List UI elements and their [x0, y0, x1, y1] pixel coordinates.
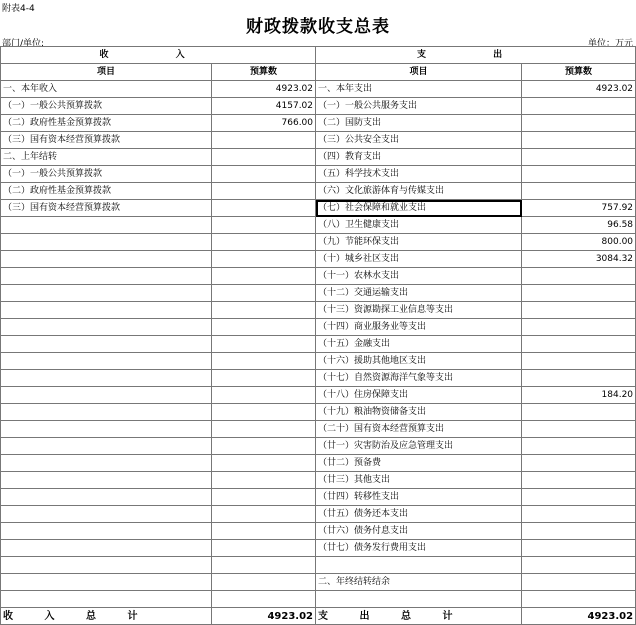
expense-item-cell: （廿七）债务发行费用支出	[316, 540, 522, 557]
expense-item-cell	[316, 557, 522, 574]
income-item-cell	[1, 523, 212, 540]
income-item-cell	[1, 421, 212, 438]
income-item-cell: 二、上年结转	[1, 149, 212, 166]
expense-total-label: 支 出 总 计	[316, 608, 522, 625]
expense-item-cell: （廿五）债务还本支出	[316, 506, 522, 523]
income-value-cell	[212, 285, 316, 302]
expense-item-cell: （四）教育支出	[316, 149, 522, 166]
income-value-cell	[212, 591, 316, 608]
expense-value-cell	[522, 591, 636, 608]
expense-item-cell: （廿一）灾害防治及应急管理支出	[316, 438, 522, 455]
income-item-cell	[1, 217, 212, 234]
income-value-cell	[212, 421, 316, 438]
income-value-cell	[212, 387, 316, 404]
income-item-cell	[1, 574, 212, 591]
expense-value-cell	[522, 489, 636, 506]
income-value-cell: 4157.02	[212, 98, 316, 115]
expense-total-value: 4923.02	[522, 608, 636, 625]
expense-value-cell	[522, 472, 636, 489]
income-item-cell	[1, 353, 212, 370]
table-row	[1, 217, 636, 234]
table-row	[1, 506, 636, 523]
table-row	[1, 268, 636, 285]
income-value-cell: 4923.02	[212, 81, 316, 98]
income-value-cell	[212, 540, 316, 557]
expense-value-cell	[522, 302, 636, 319]
expense-item-cell: （十四）商业服务业等支出	[316, 319, 522, 336]
expense-item-cell: （廿三）其他支出	[316, 472, 522, 489]
table-body	[1, 47, 636, 625]
expense-item-cell: （十八）住房保障支出	[316, 387, 522, 404]
income-value-cell	[212, 132, 316, 149]
income-value-cell	[212, 489, 316, 506]
income-item-cell	[1, 489, 212, 506]
income-item-cell	[1, 557, 212, 574]
income-item-cell	[1, 387, 212, 404]
table-row	[1, 234, 636, 251]
income-value-cell	[212, 557, 316, 574]
expense-item-cell: 一、本年支出	[316, 81, 522, 98]
income-value-cell	[212, 472, 316, 489]
expense-value-cell	[522, 353, 636, 370]
expense-item-cell: （十九）粮油物资储备支出	[316, 404, 522, 421]
income-item-cell	[1, 251, 212, 268]
income-item-header: 项目	[1, 64, 212, 81]
table-row	[1, 183, 636, 200]
expense-item-cell: （十）城乡社区支出	[316, 251, 522, 268]
income-value-cell	[212, 149, 316, 166]
income-value-cell	[212, 455, 316, 472]
income-item-cell	[1, 319, 212, 336]
income-item-cell: （三）国有资本经营预算拨款	[1, 132, 212, 149]
expense-item-cell: （十三）资源勘探工业信息等支出	[316, 302, 522, 319]
income-value-cell	[212, 166, 316, 183]
expense-header: 支 出	[316, 47, 636, 64]
table-row	[1, 336, 636, 353]
income-value-cell	[212, 217, 316, 234]
table-row	[1, 591, 636, 608]
expense-value-cell: 3084.32	[522, 251, 636, 268]
expense-value-cell: 757.92	[522, 200, 636, 217]
income-total-label: 收 入 总 计	[1, 608, 212, 625]
income-total-value: 4923.02	[212, 608, 316, 625]
expense-value-cell: 800.00	[522, 234, 636, 251]
table-row	[1, 302, 636, 319]
expense-item-header: 项目	[316, 64, 522, 81]
unit-label: 单位：万元	[587, 39, 633, 49]
expense-value-cell	[522, 455, 636, 472]
table-row	[1, 132, 636, 149]
expense-budget-header: 预算数	[522, 64, 636, 81]
income-item-cell	[1, 472, 212, 489]
income-item-cell	[1, 302, 212, 319]
table-row	[1, 166, 636, 183]
income-item-cell	[1, 540, 212, 557]
income-value-cell	[212, 234, 316, 251]
table-row	[1, 200, 636, 217]
expense-item-cell: （五）科学技术支出	[316, 166, 522, 183]
expense-value-cell	[522, 438, 636, 455]
table-row	[1, 574, 636, 591]
expense-item-cell: （廿四）转移性支出	[316, 489, 522, 506]
expense-value-cell: 96.58	[522, 217, 636, 234]
income-item-cell	[1, 455, 212, 472]
expense-value-cell	[522, 115, 636, 132]
income-item-cell: （三）国有资本经营预算拨款	[1, 200, 212, 217]
income-value-cell	[212, 404, 316, 421]
table-row	[1, 404, 636, 421]
expense-value-cell	[522, 404, 636, 421]
income-value-cell	[212, 506, 316, 523]
expense-value-cell	[522, 421, 636, 438]
income-value-cell	[212, 183, 316, 200]
income-item-cell	[1, 268, 212, 285]
income-value-cell	[212, 523, 316, 540]
expense-item-cell: 二、年终结转结余	[316, 574, 522, 591]
income-item-cell	[1, 234, 212, 251]
income-item-cell	[1, 370, 212, 387]
expense-item-cell: （廿六）债务付息支出	[316, 523, 522, 540]
department-label: 部门/单位:	[2, 39, 45, 49]
income-item-cell: （一）一般公共预算拨款	[1, 98, 212, 115]
income-item-cell	[1, 591, 212, 608]
table-row	[1, 387, 636, 404]
expense-item-cell: （十六）援助其他地区支出	[316, 353, 522, 370]
table-row	[1, 557, 636, 574]
expense-value-cell	[522, 132, 636, 149]
expense-item-cell: （十二）交通运输支出	[316, 285, 522, 302]
expense-value-cell	[522, 557, 636, 574]
income-item-cell: （一）一般公共预算拨款	[1, 166, 212, 183]
income-header: 收 入	[1, 47, 316, 64]
expense-item-cell: （八）卫生健康支出	[316, 217, 522, 234]
income-value-cell	[212, 319, 316, 336]
expense-item-cell: （二）国防支出	[316, 115, 522, 132]
table-row	[1, 489, 636, 506]
income-value-cell	[212, 353, 316, 370]
income-value-cell	[212, 438, 316, 455]
expense-value-cell	[522, 285, 636, 302]
expense-item-cell: （十一）农林水支出	[316, 268, 522, 285]
table-row	[1, 81, 636, 98]
income-value-cell	[212, 251, 316, 268]
income-item-cell	[1, 285, 212, 302]
expense-value-cell: 184.20	[522, 387, 636, 404]
income-value-cell	[212, 200, 316, 217]
expense-value-cell	[522, 98, 636, 115]
table-row	[1, 438, 636, 455]
expense-item-cell: （十七）自然资源海洋气象等支出	[316, 370, 522, 387]
table-row	[1, 421, 636, 438]
income-item-cell	[1, 506, 212, 523]
income-value-cell	[212, 574, 316, 591]
expense-item-cell: （二十）国有资本经营预算支出	[316, 421, 522, 438]
income-value-cell	[212, 370, 316, 387]
expense-value-cell	[522, 149, 636, 166]
income-item-cell	[1, 438, 212, 455]
income-value-cell: 766.00	[212, 115, 316, 132]
table-row	[1, 353, 636, 370]
expense-value-cell	[522, 523, 636, 540]
expense-item-cell: （廿二）预备费	[316, 455, 522, 472]
table-row	[1, 251, 636, 268]
expense-value-cell	[522, 370, 636, 387]
expense-item-cell: （三）公共安全支出	[316, 132, 522, 149]
table-row	[1, 455, 636, 472]
table-row	[1, 540, 636, 557]
expense-value-cell	[522, 540, 636, 557]
budget-table	[0, 46, 636, 625]
expense-item-cell: （七）社会保障和就业支出	[316, 200, 522, 217]
expense-value-cell	[522, 319, 636, 336]
table-row	[1, 523, 636, 540]
table-row	[1, 319, 636, 336]
income-value-cell	[212, 302, 316, 319]
income-item-cell: （二）政府性基金预算拨款	[1, 115, 212, 132]
page-title: 财政拨款收支总表	[246, 17, 390, 37]
table-row	[1, 370, 636, 387]
table-row	[1, 472, 636, 489]
expense-value-cell: 4923.02	[522, 81, 636, 98]
income-item-cell: 一、本年收入	[1, 81, 212, 98]
expense-item-cell: （一）一般公共服务支出	[316, 98, 522, 115]
expense-value-cell	[522, 506, 636, 523]
income-value-cell	[212, 268, 316, 285]
total-row	[1, 608, 636, 625]
income-item-cell: （二）政府性基金预算拨款	[1, 183, 212, 200]
section-header-row	[1, 47, 636, 64]
table-row	[1, 285, 636, 302]
income-value-cell	[212, 336, 316, 353]
expense-value-cell	[522, 268, 636, 285]
income-item-cell	[1, 404, 212, 421]
table-row	[1, 98, 636, 115]
expense-item-cell	[316, 591, 522, 608]
table-row	[1, 149, 636, 166]
expense-item-cell: （九）节能环保支出	[316, 234, 522, 251]
expense-value-cell	[522, 183, 636, 200]
income-item-cell	[1, 336, 212, 353]
table-row	[1, 115, 636, 132]
expense-value-cell	[522, 574, 636, 591]
attachment-label: 附表4-4	[2, 4, 35, 14]
income-budget-header: 预算数	[212, 64, 316, 81]
expense-value-cell	[522, 166, 636, 183]
expense-item-cell: （十五）金融支出	[316, 336, 522, 353]
expense-value-cell	[522, 336, 636, 353]
column-header-row	[1, 64, 636, 81]
expense-item-cell: （六）文化旅游体育与传媒支出	[316, 183, 522, 200]
